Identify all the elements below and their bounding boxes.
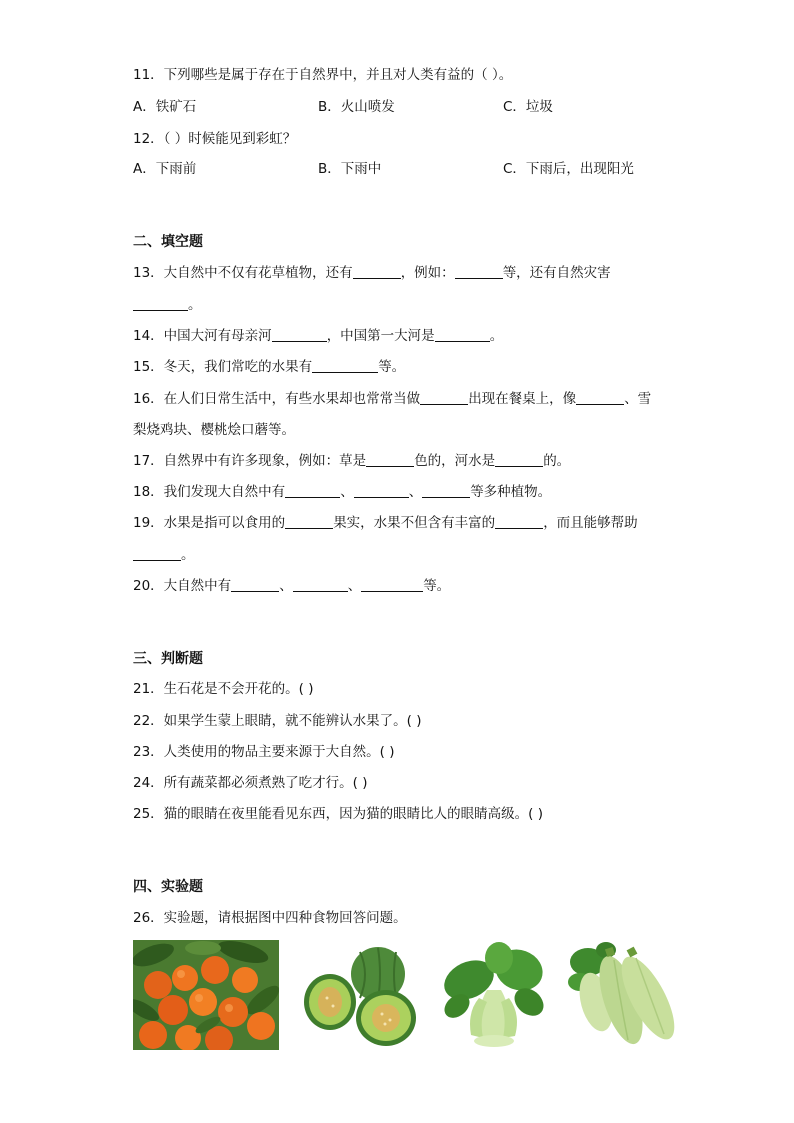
answer-blank[interactable] [361,577,423,592]
melon-photo [300,940,418,1050]
q13-text-1: 13．大自然中不仅有花草植物，还有 [133,265,353,281]
q16-text-3: 、雪 [624,391,652,407]
q13-text-4: 。 [188,297,202,313]
section-experiment-heading: 四、实验题 [133,879,203,895]
q12-option-c: C．下雨后，出现阳光 [503,161,634,177]
q18-text-1: 18．我们发现大自然中有 [133,484,286,500]
orange-photo [133,940,279,1050]
q15-text-2: 等。 [378,359,406,375]
q20-text-4: 等。 [423,578,451,594]
q13-text-3: 等，还有自然灾害 [502,265,611,281]
answer-blank[interactable] [133,296,188,311]
bok-choy-photo [441,940,546,1050]
question-11: 11．下列哪些是属于存在于自然界中，并且对人类有益的（ ）。 [133,67,513,83]
q18-text-4: 等多种植物。 [470,484,552,500]
q13-text-2: ，例如： [400,265,455,281]
question-17 [133,451,570,471]
question-23: 23．人类使用的物品主要来源于大自然。( ) [133,744,395,760]
q14-text-3: 。 [489,328,504,344]
q11-option-b: B．火山喷发 [318,99,395,115]
q19-text-1: 19．水果是指可以食用的 [133,515,286,531]
q17-text-3: 的。 [543,453,571,469]
answer-blank[interactable] [576,390,624,405]
q16-text-2: 出现在餐桌上，像 [468,391,577,407]
question-24: 24．所有蔬菜都必须煮熟了吃才行。( ) [133,775,368,791]
q14-text-2: ，中国第一大河是 [326,328,435,344]
section-fill-heading: 二、填空题 [133,234,203,250]
question-16-cont: 梨烧鸡块、樱桃烩口蘑等。 [133,422,295,438]
q16-text-1: 16．在人们日常生活中，有些水果却也常常当做 [133,391,421,407]
answer-blank[interactable] [435,327,490,342]
question-15 [133,357,405,377]
answer-blank[interactable] [455,264,503,279]
q11-option-c: C．垃圾 [503,99,553,115]
question-14 [133,326,503,346]
answer-blank[interactable] [422,483,470,498]
question-12: 12．（ ）时候能见到彩虹？ [133,131,297,147]
q20-text-2: 、 [279,578,293,594]
zucchini-photo [566,940,684,1050]
answer-blank[interactable] [353,264,401,279]
answer-blank[interactable] [285,483,340,498]
q19-text-4: 。 [181,547,195,563]
answer-blank[interactable] [133,546,181,561]
answer-blank[interactable] [366,452,414,467]
answer-blank[interactable] [495,452,543,467]
q18-text-2: 、 [340,484,354,500]
q12-option-b: B．下雨中 [318,161,382,177]
question-19 [133,513,638,533]
q11-option-a: A．铁矿石 [133,99,197,115]
answer-blank[interactable] [293,577,348,592]
question-20 [133,576,450,596]
question-22: 22．如果学生蒙上眼睛，就不能辨认水果了。( ) [133,713,422,729]
section-judge-heading: 三、判断题 [133,651,203,667]
question-13-cont [133,295,202,315]
question-19-cont [133,545,195,565]
answer-blank[interactable] [354,483,409,498]
q17-text-2: 色的，河水是 [414,453,496,469]
question-18 [133,482,551,502]
q20-text-1: 20．大自然中有 [133,578,232,594]
answer-blank[interactable] [312,358,378,373]
question-21: 21．生石花是不会开花的。( ) [133,681,314,697]
question-26: 26．实验题，请根据图中四种食物回答问题。 [133,910,407,926]
question-25: 25．猫的眼睛在夜里能看见东西，因为猫的眼睛比人的眼睛高级。( ) [133,806,544,822]
question-13 [133,263,611,283]
q12-option-a: A．下雨前 [133,161,197,177]
answer-blank[interactable] [495,514,543,529]
q17-text-1: 17．自然界中有许多现象，例如：草是 [133,453,367,469]
q19-text-3: ，而且能够帮助 [543,515,638,531]
answer-blank[interactable] [272,327,327,342]
answer-blank[interactable] [285,514,333,529]
answer-blank[interactable] [420,390,468,405]
q19-text-2: 果实，水果不但含有丰富的 [333,515,496,531]
q18-text-3: 、 [408,484,423,500]
q14-text-1: 14．中国大河有母亲河 [133,328,272,344]
q15-text-1: 15．冬天，我们常吃的水果有 [133,359,313,375]
answer-blank[interactable] [231,577,279,592]
question-16 [133,389,651,409]
q20-text-3: 、 [347,578,362,594]
